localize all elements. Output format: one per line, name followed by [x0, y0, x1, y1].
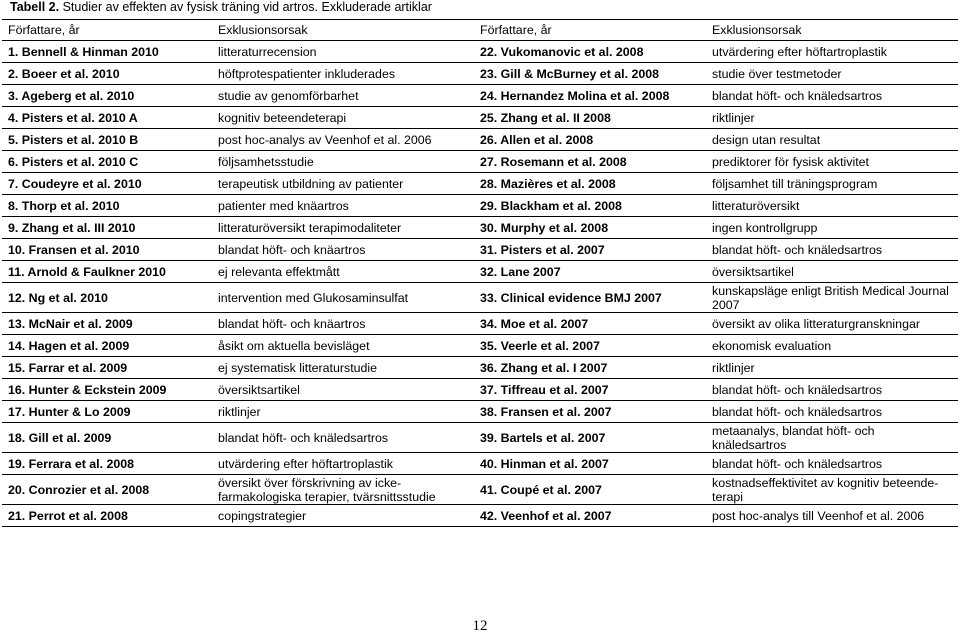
author-cell: 11. Arnold & Faulkner 2010	[2, 261, 212, 283]
reason-cell: blandat höft- och knäledsartros	[706, 379, 958, 401]
reason-cell: design utan resultat	[706, 129, 958, 151]
author-cell: 6. Pisters et al. 2010 C	[2, 151, 212, 173]
reason-cell: ekonomisk evaluation	[706, 335, 958, 357]
reason-cell: kognitiv beteendeterapi	[212, 107, 474, 129]
reason-cell: copingstrategier	[212, 505, 474, 527]
author-cell: 18. Gill et al. 2009	[2, 423, 212, 453]
table-row	[2, 63, 958, 85]
table-row	[2, 107, 958, 129]
header-reason-1: Exklusionsorsak	[212, 20, 474, 41]
table-row	[2, 453, 958, 475]
table-row	[2, 283, 958, 313]
author-cell: 35. Veerle et al. 2007	[474, 335, 706, 357]
table-row	[2, 151, 958, 173]
author-cell: 8. Thorp et al. 2010	[2, 195, 212, 217]
reason-cell: blandat höft- och knäartros	[212, 313, 474, 335]
reason-cell: litteraturöversikt	[706, 195, 958, 217]
author-cell: 23. Gill & McBurney et al. 2008	[474, 63, 706, 85]
author-cell: 36. Zhang et al. I 2007	[474, 357, 706, 379]
reason-cell: blandat höft- och knäledsartros	[212, 423, 474, 453]
author-cell: 25. Zhang et al. II 2008	[474, 107, 706, 129]
reason-cell: översiktsartikel	[212, 379, 474, 401]
table-row	[2, 475, 958, 505]
author-cell: 42. Veenhof et al. 2007	[474, 505, 706, 527]
reason-cell: post hoc-analys av Veenhof et al. 2006	[212, 129, 474, 151]
author-cell: 10. Fransen et al. 2010	[2, 239, 212, 261]
header-author-1: Författare, år	[2, 20, 212, 41]
author-cell: 4. Pisters et al. 2010 A	[2, 107, 212, 129]
author-cell: 21. Perrot et al. 2008	[2, 505, 212, 527]
table-row	[2, 129, 958, 151]
author-cell: 31. Pisters et al. 2007	[474, 239, 706, 261]
author-cell: 13. McNair et al. 2009	[2, 313, 212, 335]
author-cell: 38. Fransen et al. 2007	[474, 401, 706, 423]
author-cell: 15. Farrar et al. 2009	[2, 357, 212, 379]
author-cell: 34. Moe et al. 2007	[474, 313, 706, 335]
reason-cell: översikt över förskrivning av icke-farmakologiska terapier, tvärsnittsstudie	[212, 475, 474, 505]
reason-cell: riktlinjer	[706, 357, 958, 379]
table-header-row	[2, 20, 958, 41]
author-cell: 2. Boeer et al. 2010	[2, 63, 212, 85]
table-row	[2, 505, 958, 527]
reason-cell: följsamhet till träningsprogram	[706, 173, 958, 195]
author-cell: 41. Coupé et al. 2007	[474, 475, 706, 505]
reason-cell: prediktorer för fysisk aktivitet	[706, 151, 958, 173]
author-cell: 29. Blackham et al. 2008	[474, 195, 706, 217]
reason-cell: ej systematisk litteraturstudie	[212, 357, 474, 379]
author-cell: 16. Hunter & Eckstein 2009	[2, 379, 212, 401]
reason-cell: riktlinjer	[212, 401, 474, 423]
author-cell: 33. Clinical evidence BMJ 2007	[474, 283, 706, 313]
reason-cell: följsamhetsstudie	[212, 151, 474, 173]
exclusion-table	[2, 19, 958, 527]
table-row	[2, 379, 958, 401]
reason-cell: terapeutisk utbildning av patienter	[212, 173, 474, 195]
header-reason-2: Exklusionsorsak	[706, 20, 958, 41]
reason-cell: patienter med knäartros	[212, 195, 474, 217]
table-caption	[10, 0, 432, 15]
reason-cell: blandat höft- och knäledsartros	[706, 239, 958, 261]
table-row	[2, 261, 958, 283]
author-cell: 7. Coudeyre et al. 2010	[2, 173, 212, 195]
author-cell: 30. Murphy et al. 2008	[474, 217, 706, 239]
author-cell: 28. Mazières et al. 2008	[474, 173, 706, 195]
reason-cell: blandat höft- och knäledsartros	[706, 85, 958, 107]
reason-cell: kunskapsläge enligt British Medical Journal 2007	[706, 283, 958, 313]
reason-cell: studie av genomförbarhet	[212, 85, 474, 107]
author-cell: 3. Ageberg et al. 2010	[2, 85, 212, 107]
reason-cell: kostnadseffektivitet av kognitiv beteende-terapi	[706, 475, 958, 505]
author-cell: 39. Bartels et al. 2007	[474, 423, 706, 453]
table-row	[2, 173, 958, 195]
table-row	[2, 357, 958, 379]
author-cell: 1. Bennell & Hinman 2010	[2, 41, 212, 63]
author-cell: 17. Hunter & Lo 2009	[2, 401, 212, 423]
reason-cell: litteraturöversikt terapimodaliteter	[212, 217, 474, 239]
table-row	[2, 423, 958, 453]
author-cell: 22. Vukomanovic et al. 2008	[474, 41, 706, 63]
author-cell: 9. Zhang et al. III 2010	[2, 217, 212, 239]
caption-text: Studier av effekten av fysisk träning vid artros. Exkluderade artiklar	[59, 0, 432, 14]
table-row	[2, 85, 958, 107]
reason-cell: litteraturrecension	[212, 41, 474, 63]
reason-cell: riktlinjer	[706, 107, 958, 129]
caption-label: Tabell 2.	[10, 0, 60, 14]
reason-cell: översikt av olika litteraturgranskningar	[706, 313, 958, 335]
author-cell: 20. Conrozier et al. 2008	[2, 475, 212, 505]
reason-cell: ej relevanta effektmått	[212, 261, 474, 283]
table-row	[2, 401, 958, 423]
author-cell: 12. Ng et al. 2010	[2, 283, 212, 313]
author-cell: 27. Rosemann et al. 2008	[474, 151, 706, 173]
table-row	[2, 217, 958, 239]
reason-cell: blandat höft- och knäledsartros	[706, 453, 958, 475]
reason-cell: höftprotespatienter inkluderades	[212, 63, 474, 85]
table-row	[2, 41, 958, 63]
reason-cell: post hoc-analys till Veenhof et al. 2006	[706, 505, 958, 527]
reason-cell: översiktsartikel	[706, 261, 958, 283]
reason-cell: studie över testmetoder	[706, 63, 958, 85]
reason-cell: utvärdering efter höftartroplastik	[706, 41, 958, 63]
header-author-2: Författare, år	[474, 20, 706, 41]
author-cell: 37. Tiffreau et al. 2007	[474, 379, 706, 401]
author-cell: 19. Ferrara et al. 2008	[2, 453, 212, 475]
author-cell: 24. Hernandez Molina et al. 2008	[474, 85, 706, 107]
table-row	[2, 335, 958, 357]
reason-cell: åsikt om aktuella bevisläget	[212, 335, 474, 357]
reason-cell: intervention med Glukosaminsulfat	[212, 283, 474, 313]
author-cell: 32. Lane 2007	[474, 261, 706, 283]
reason-cell: utvärdering efter höftartroplastik	[212, 453, 474, 475]
author-cell: 40. Hinman et al. 2007	[474, 453, 706, 475]
author-cell: 14. Hagen et al. 2009	[2, 335, 212, 357]
table-row	[2, 195, 958, 217]
reason-cell: blandat höft- och knäartros	[212, 239, 474, 261]
table-row	[2, 239, 958, 261]
reason-cell: blandat höft- och knäledsartros	[706, 401, 958, 423]
author-cell: 26. Allen et al. 2008	[474, 129, 706, 151]
page-number: 12	[472, 618, 488, 634]
reason-cell: metaanalys, blandat höft- och knäledsartros	[706, 423, 958, 453]
table-row	[2, 313, 958, 335]
author-cell: 5. Pisters et al. 2010 B	[2, 129, 212, 151]
reason-cell: ingen kontrollgrupp	[706, 217, 958, 239]
